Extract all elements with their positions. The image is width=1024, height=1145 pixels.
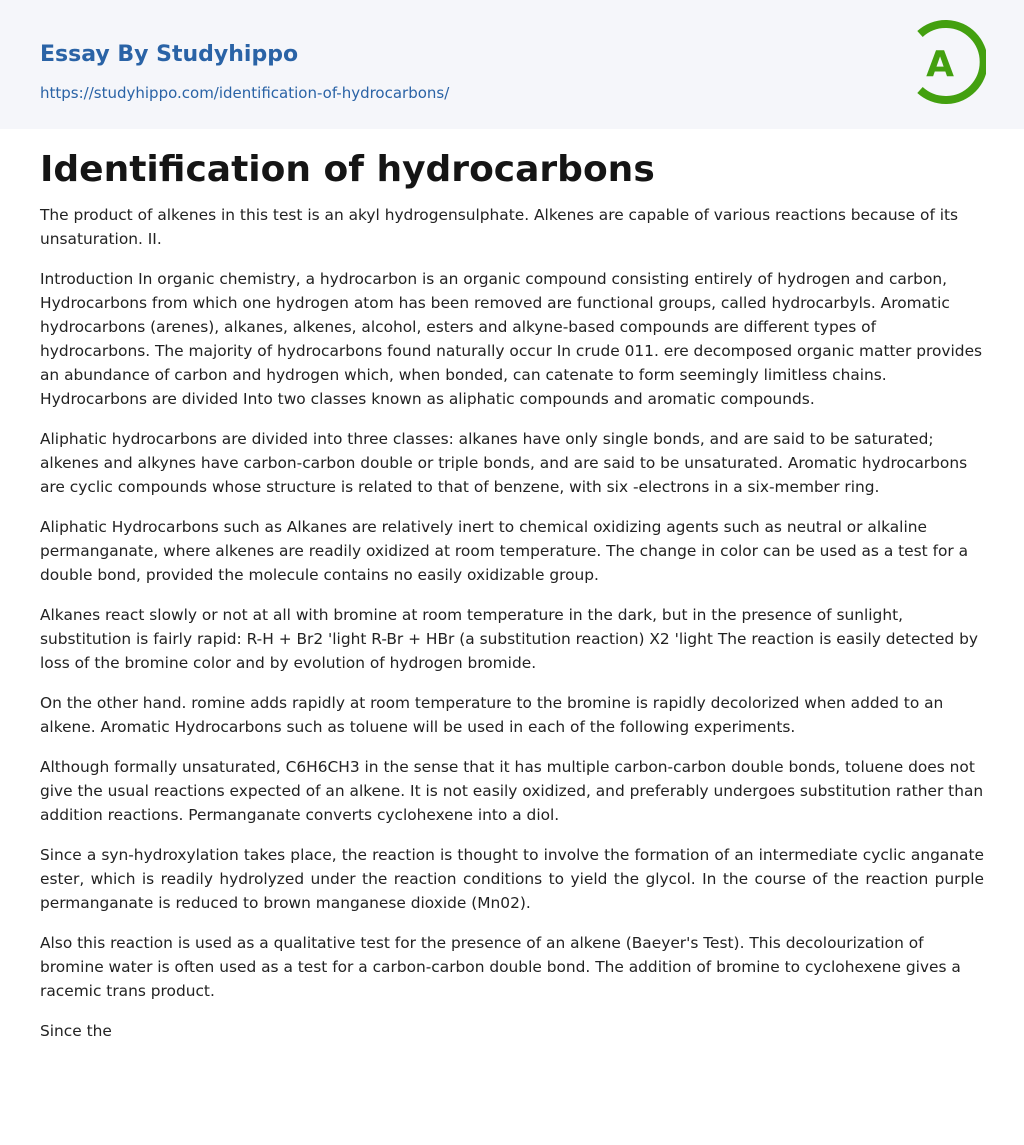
source-url-link[interactable]: https://studyhippo.com/identification-of-hydrocarbons/ [40, 84, 450, 102]
studyhippo-logo-icon [912, 18, 986, 106]
article [0, 129, 1024, 1043]
paragraph: Alkanes react slowly or not at all with bromine at room temperature in the dark, but in the presence of sunlight, substitution is fairly rapid: R-H + Br2 'light R-Br + HBr (a substitution reaction) X2 'light The reaction is easily detected by loss of the bromine color and by evolution of hydrogen bromide. [40, 606, 978, 672]
paragraph: The product of alkenes in this test is an akyl hydrogensulphate. Alkenes are capable of various reactions because of its unsaturation. II. [40, 206, 959, 248]
paragraph: Since the [40, 1022, 112, 1040]
brand-title: Essay By Studyhippo [40, 42, 299, 67]
paragraph: Introduction In organic chemistry, a hydrocarbon is an organic compound consisting entirely of hydrogen and carbon, Hydrocarbons from which one hydrogen atom has been removed are functional groups, called hydrocarbyls. Aromatic hydrocarbons (arenes), alkanes, alkenes, alcohol, esters and alkyne-based compounds are different types of hydrocarbons. The majority of hydrocarbons found naturally occur In crude 011. ere decomposed organic matter provides an abundance of carbon and hydrogen which, when bonded, can catenate to form seemingly limitless chains. Hydrocarbons are divided Into two classes known as aliphatic compounds and aromatic compounds. [40, 270, 983, 408]
page-title: Identification of hydrocarbons [40, 149, 655, 190]
paragraph: Aliphatic Hydrocarbons such as Alkanes are relatively inert to chemical oxidizing agents such as neutral or alkaline permanganate, where alkenes are readily oxidized at room temperature. The change in color can be used as a test for a double bond, provided the molecule contains no easily oxidizable group. [40, 518, 969, 584]
site-header [0, 0, 1024, 129]
paragraph: On the other hand. romine adds rapidly at room temperature to the bromine is rapidly decolorized when added to an alkene. Aromatic Hydrocarbons such as toluene will be used in each of the following experiments. [40, 694, 944, 736]
paragraph: Although formally unsaturated, C6H6CH3 in the sense that it has multiple carbon-carbon double bonds, toluene does not give the usual reactions expected of an alkene. It is not easily oxidized, and preferably undergoes substitution rather than addition reactions. Permanganate converts cyclohexene into a diol. [40, 758, 984, 824]
paragraph: Aliphatic hydrocarbons are divided into three classes: alkanes have only single bonds, and are said to be saturated; alkenes and alkynes have carbon-carbon double or triple bonds, and are said to be unsaturated. Aromatic hydrocarbons are cyclic compounds whose structure is related to that of benzene, with six -electrons in a six-member ring. [40, 430, 968, 496]
paragraph: Also this reaction is used as a qualitative test for the presence of an alkene (Baeyer's Test). This decolourization of bromine water is often used as a test for a carbon-carbon double bond. The addition of bromine to cyclohexene gives a racemic trans product. [40, 934, 961, 1000]
paragraph: Since a syn-hydroxylation takes place, the reaction is thought to involve the formation of an intermediate cyclic anganate ester, which is readily hydrolyzed under the reaction conditions to yield the glycol. In the course of the reaction purple permanganate is reduced to brown manganese dioxide (Mn02). [40, 846, 984, 912]
svg-text:A: A [926, 44, 954, 85]
